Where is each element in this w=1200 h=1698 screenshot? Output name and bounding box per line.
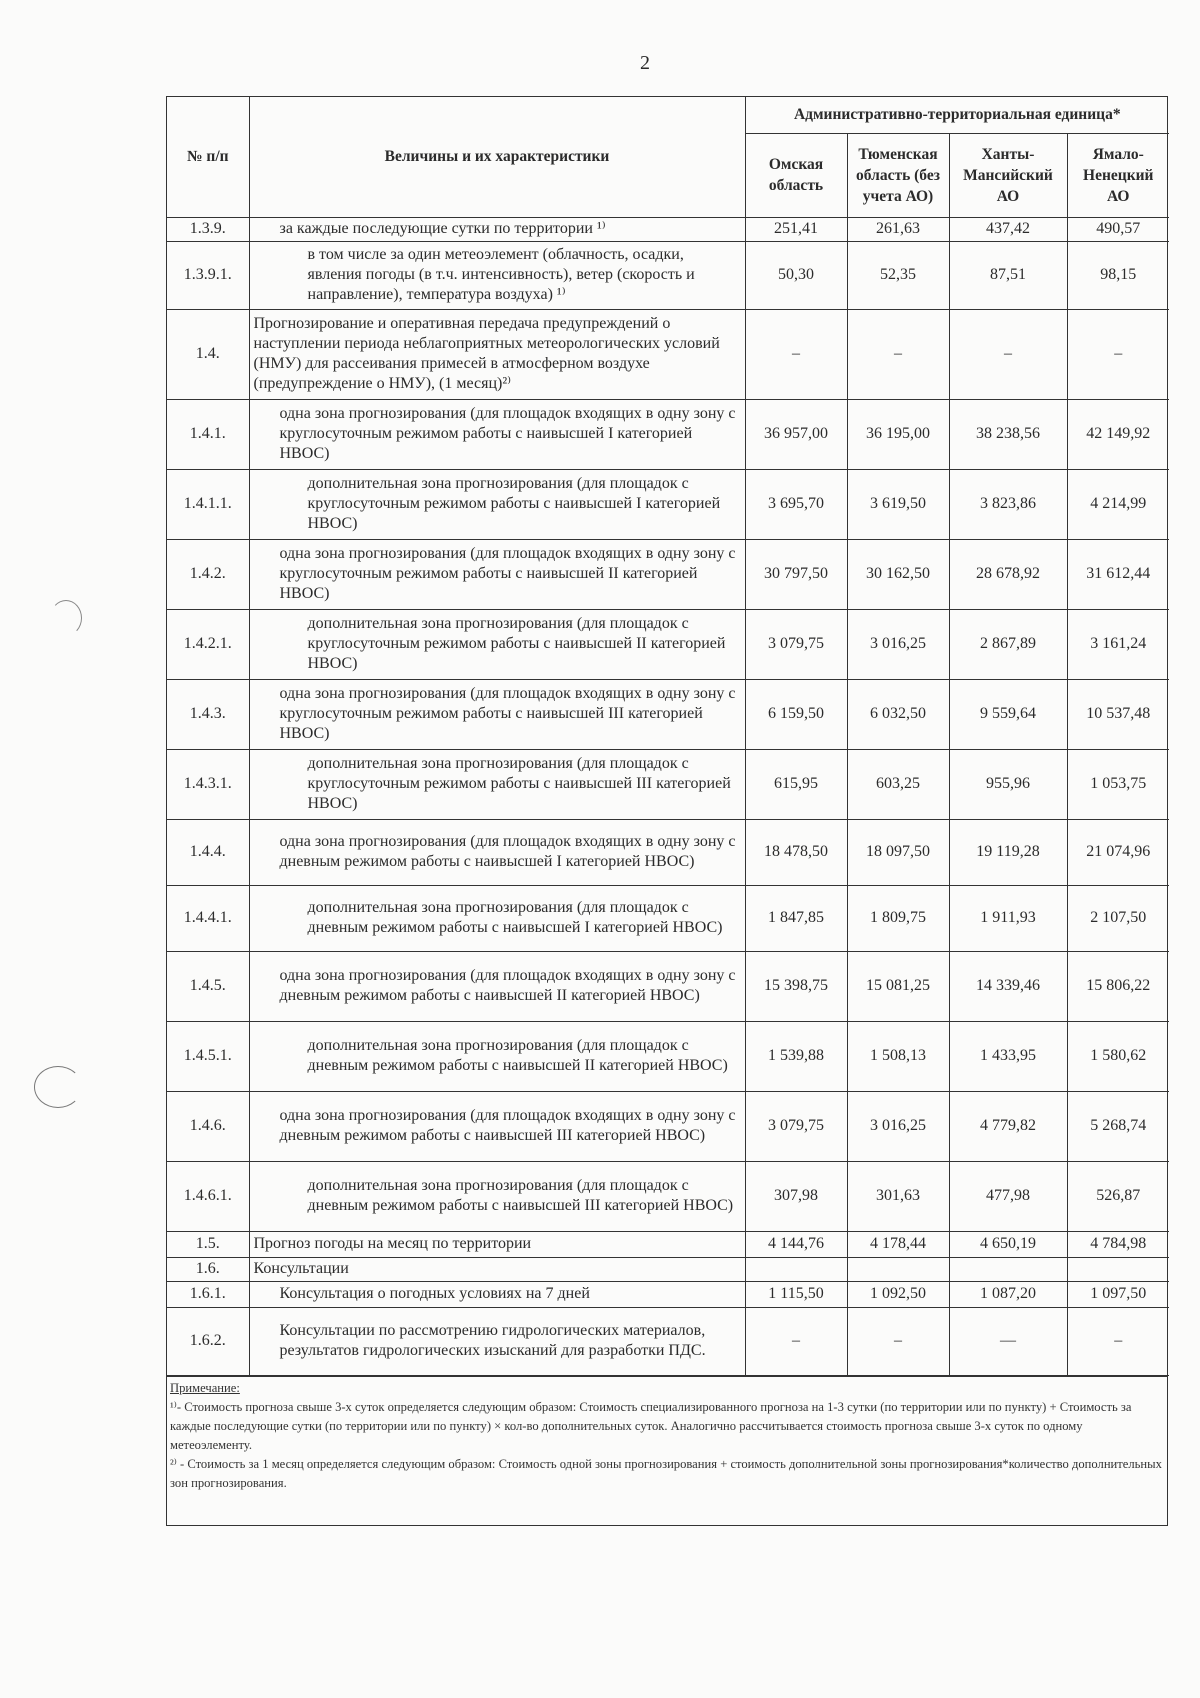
row-number: 1.6.1. (167, 1281, 249, 1307)
value-yanao: 1 053,75 (1067, 749, 1169, 819)
row-description: одна зона прогнозирования (для площадок входящих в одну зону с дневным режимом работы с наивысшей II категорией НВОС) (249, 951, 745, 1021)
value-khmao: – (949, 309, 1067, 399)
value-tyumen: 36 195,00 (847, 399, 949, 469)
value-khmao: 19 119,28 (949, 819, 1067, 885)
value-yanao: – (1067, 309, 1169, 399)
value-tyumen: 301,63 (847, 1161, 949, 1231)
value-khmao: 437,42 (949, 217, 1067, 241)
row-description: Консультация о погодных условиях на 7 дней (249, 1281, 745, 1307)
value-yanao: 526,87 (1067, 1161, 1169, 1231)
header-region-khmao: Ханты-Мансийский АО (949, 133, 1067, 217)
value-yanao: – (1067, 1307, 1169, 1375)
row-number: 1.4.6. (167, 1091, 249, 1161)
value-yanao: 10 537,48 (1067, 679, 1169, 749)
row-number: 1.4. (167, 309, 249, 399)
header-description: Величины и их характеристики (249, 97, 745, 217)
row-description: дополнительная зона прогнозирования (для площадок с круглосуточным режимом работы с наивысшей II категорией НВОС) (249, 609, 745, 679)
value-tyumen: 1 092,50 (847, 1281, 949, 1307)
value-yanao: 4 214,99 (1067, 469, 1169, 539)
row-description: одна зона прогнозирования (для площадок входящих в одну зону с круглосуточным режимом работы с наивысшей I категорией НВОС) (249, 399, 745, 469)
value-khmao: 28 678,92 (949, 539, 1067, 609)
table-row (167, 609, 1169, 679)
table-row (167, 399, 1169, 469)
value-tyumen: 52,35 (847, 241, 949, 309)
value-omsk: 50,30 (745, 241, 847, 309)
value-tyumen: 15 081,25 (847, 951, 949, 1021)
value-khmao: 2 867,89 (949, 609, 1067, 679)
value-omsk: 3 695,70 (745, 469, 847, 539)
table-row (167, 309, 1169, 399)
row-description: в том числе за один метеоэлемент (облачность, осадки, явления погоды (в т.ч. интенсивность), ветер (скорость и направление), температура воздуха) ¹⁾ (249, 241, 745, 309)
note-2: ²⁾ - Стоимость за 1 месяц определяется следующим образом: Стоимость одной зоны прогнозирования + стоимость дополнительной зоны прогнозирования*количество дополнительных зон прогнозирования. (170, 1456, 1162, 1490)
value-yanao: 3 161,24 (1067, 609, 1169, 679)
value-yanao: 2 107,50 (1067, 885, 1169, 951)
value-tyumen: 30 162,50 (847, 539, 949, 609)
value-yanao: 21 074,96 (1067, 819, 1169, 885)
value-tyumen: – (847, 1307, 949, 1375)
note-1: ¹⁾- Стоимость прогноза свыше 3-х суток определяется следующим образом: Стоимость специализированного прогноза на 1-3 сутки (по территории или по пункту) + Стоимость за каждые последующие сутки (по территории или по пункту) × кол-во дополнительных суток. Аналогично рассчитывается стоимость прогноза свыше 3-х суток по одному метеоэлементу. (170, 1399, 1132, 1452)
tariff-table (167, 97, 1169, 1376)
value-omsk: 1 115,50 (745, 1281, 847, 1307)
table-row (167, 1231, 1169, 1257)
row-number: 1.3.9. (167, 217, 249, 241)
value-yanao: 1 097,50 (1067, 1281, 1169, 1307)
value-omsk: – (745, 1307, 847, 1375)
row-description: Консультации по рассмотрению гидрологических материалов, результатов гидрологических изысканий для разработки ПДС. (249, 1307, 745, 1375)
value-yanao: 1 580,62 (1067, 1021, 1169, 1091)
value-omsk: 307,98 (745, 1161, 847, 1231)
table-row (167, 1281, 1169, 1307)
value-tyumen: 3 619,50 (847, 469, 949, 539)
value-tyumen: 3 016,25 (847, 1091, 949, 1161)
table-row (167, 1091, 1169, 1161)
value-khmao: 477,98 (949, 1161, 1067, 1231)
value-khmao: 38 238,56 (949, 399, 1067, 469)
table-row (167, 951, 1169, 1021)
value-khmao: 9 559,64 (949, 679, 1067, 749)
value-khmao: 4 779,82 (949, 1091, 1067, 1161)
row-number: 1.4.4. (167, 819, 249, 885)
table-row (167, 885, 1169, 951)
value-yanao: 15 806,22 (1067, 951, 1169, 1021)
row-description: Консультации (249, 1257, 745, 1281)
row-description: дополнительная зона прогнозирования (для площадок с дневным режимом работы с наивысшей I категорией НВОС) (249, 885, 745, 951)
value-omsk: 30 797,50 (745, 539, 847, 609)
value-omsk: 251,41 (745, 217, 847, 241)
value-yanao: 490,57 (1067, 217, 1169, 241)
value-omsk: 3 079,75 (745, 1091, 847, 1161)
row-description: за каждые последующие сутки по территории ¹⁾ (249, 217, 745, 241)
punch-hole-mark (50, 600, 82, 636)
value-khmao: 1 433,95 (949, 1021, 1067, 1091)
value-tyumen: 18 097,50 (847, 819, 949, 885)
header-num: № п/п (167, 97, 249, 217)
punch-hole-mark (34, 1066, 82, 1108)
table-row (167, 819, 1169, 885)
value-yanao: 42 149,92 (1067, 399, 1169, 469)
row-description: дополнительная зона прогнозирования (для площадок с круглосуточным режимом работы с наивысшей III категорией НВОС) (249, 749, 745, 819)
value-omsk: – (745, 309, 847, 399)
value-omsk: 1 539,88 (745, 1021, 847, 1091)
value-omsk: 3 079,75 (745, 609, 847, 679)
value-yanao: 31 612,44 (1067, 539, 1169, 609)
table-row (167, 1021, 1169, 1091)
value-omsk: 4 144,76 (745, 1231, 847, 1257)
value-tyumen: 1 508,13 (847, 1021, 949, 1091)
row-number: 1.4.1.1. (167, 469, 249, 539)
header-region-yanao: Ямало-Ненецкий АО (1067, 133, 1169, 217)
row-number: 1.4.2. (167, 539, 249, 609)
table-row (167, 1307, 1169, 1375)
document-frame (166, 96, 1168, 1526)
row-number: 1.4.5. (167, 951, 249, 1021)
value-yanao: 5 268,74 (1067, 1091, 1169, 1161)
value-tyumen: 1 809,75 (847, 885, 949, 951)
row-description: Прогнозирование и оперативная передача предупреждений о наступлении периода неблагоприятных метеорологических условий (НМУ) для рассеивания примесей в атмосферном воздухе (предупреждение о НМУ), (1 месяц)²⁾ (249, 309, 745, 399)
value-omsk: 18 478,50 (745, 819, 847, 885)
row-number: 1.4.2.1. (167, 609, 249, 679)
value-tyumen: 4 178,44 (847, 1231, 949, 1257)
row-description: дополнительная зона прогнозирования (для площадок с круглосуточным режимом работы с наивысшей I категорией НВОС) (249, 469, 745, 539)
value-tyumen: 603,25 (847, 749, 949, 819)
value-yanao: 4 784,98 (1067, 1231, 1169, 1257)
value-khmao: 4 650,19 (949, 1231, 1067, 1257)
value-tyumen: 3 016,25 (847, 609, 949, 679)
row-description: Прогноз погоды на месяц по территории (249, 1231, 745, 1257)
table-row (167, 749, 1169, 819)
row-description: одна зона прогнозирования (для площадок входящих в одну зону с круглосуточным режимом работы с наивысшей III категорией НВОС) (249, 679, 745, 749)
value-yanao (1067, 1257, 1169, 1281)
header-region-omsk: Омская область (745, 133, 847, 217)
value-omsk: 6 159,50 (745, 679, 847, 749)
row-number: 1.4.5.1. (167, 1021, 249, 1091)
value-tyumen: 6 032,50 (847, 679, 949, 749)
value-omsk: 36 957,00 (745, 399, 847, 469)
value-omsk: 615,95 (745, 749, 847, 819)
row-number: 1.5. (167, 1231, 249, 1257)
value-khmao: — (949, 1307, 1067, 1375)
row-description: одна зона прогнозирования (для площадок входящих в одну зону с дневным режимом работы с наивысшей III категорией НВОС) (249, 1091, 745, 1161)
value-khmao: 1 087,20 (949, 1281, 1067, 1307)
row-description: одна зона прогнозирования (для площадок входящих в одну зону с дневным режимом работы с наивысшей I категорией НВОС) (249, 819, 745, 885)
value-khmao (949, 1257, 1067, 1281)
table-row (167, 1161, 1169, 1231)
table-row (167, 469, 1169, 539)
value-khmao: 1 911,93 (949, 885, 1067, 951)
table-row (167, 679, 1169, 749)
table-row (167, 539, 1169, 609)
value-yanao: 98,15 (1067, 241, 1169, 309)
value-tyumen: – (847, 309, 949, 399)
value-khmao: 955,96 (949, 749, 1067, 819)
header-region-group: Административно-территориальная единица* (745, 97, 1169, 133)
value-tyumen: 261,63 (847, 217, 949, 241)
page-number: 2 (640, 52, 650, 74)
row-description: дополнительная зона прогнозирования (для площадок с дневным режимом работы с наивысшей III категорией НВОС) (249, 1161, 745, 1231)
notes-title: Примечание: (170, 1380, 240, 1395)
row-number: 1.3.9.1. (167, 241, 249, 309)
table-row (167, 217, 1169, 241)
value-omsk: 1 847,85 (745, 885, 847, 951)
row-number: 1.4.4.1. (167, 885, 249, 951)
value-tyumen (847, 1257, 949, 1281)
header-region-tyumen: Тюменская область (без учета АО) (847, 133, 949, 217)
value-khmao: 3 823,86 (949, 469, 1067, 539)
row-description: одна зона прогнозирования (для площадок входящих в одну зону с круглосуточным режимом работы с наивысшей II категорией НВОС) (249, 539, 745, 609)
row-number: 1.4.1. (167, 399, 249, 469)
row-number: 1.6. (167, 1257, 249, 1281)
row-number: 1.6.2. (167, 1307, 249, 1375)
row-number: 1.4.6.1. (167, 1161, 249, 1231)
table-row (167, 1257, 1169, 1281)
value-khmao: 14 339,46 (949, 951, 1067, 1021)
value-khmao: 87,51 (949, 241, 1067, 309)
table-row (167, 241, 1169, 309)
value-omsk (745, 1257, 847, 1281)
row-number: 1.4.3.1. (167, 749, 249, 819)
row-number: 1.4.3. (167, 679, 249, 749)
value-omsk: 15 398,75 (745, 951, 847, 1021)
notes-section (167, 1376, 1167, 1493)
row-description: дополнительная зона прогнозирования (для площадок с дневным режимом работы с наивысшей II категорией НВОС) (249, 1021, 745, 1091)
